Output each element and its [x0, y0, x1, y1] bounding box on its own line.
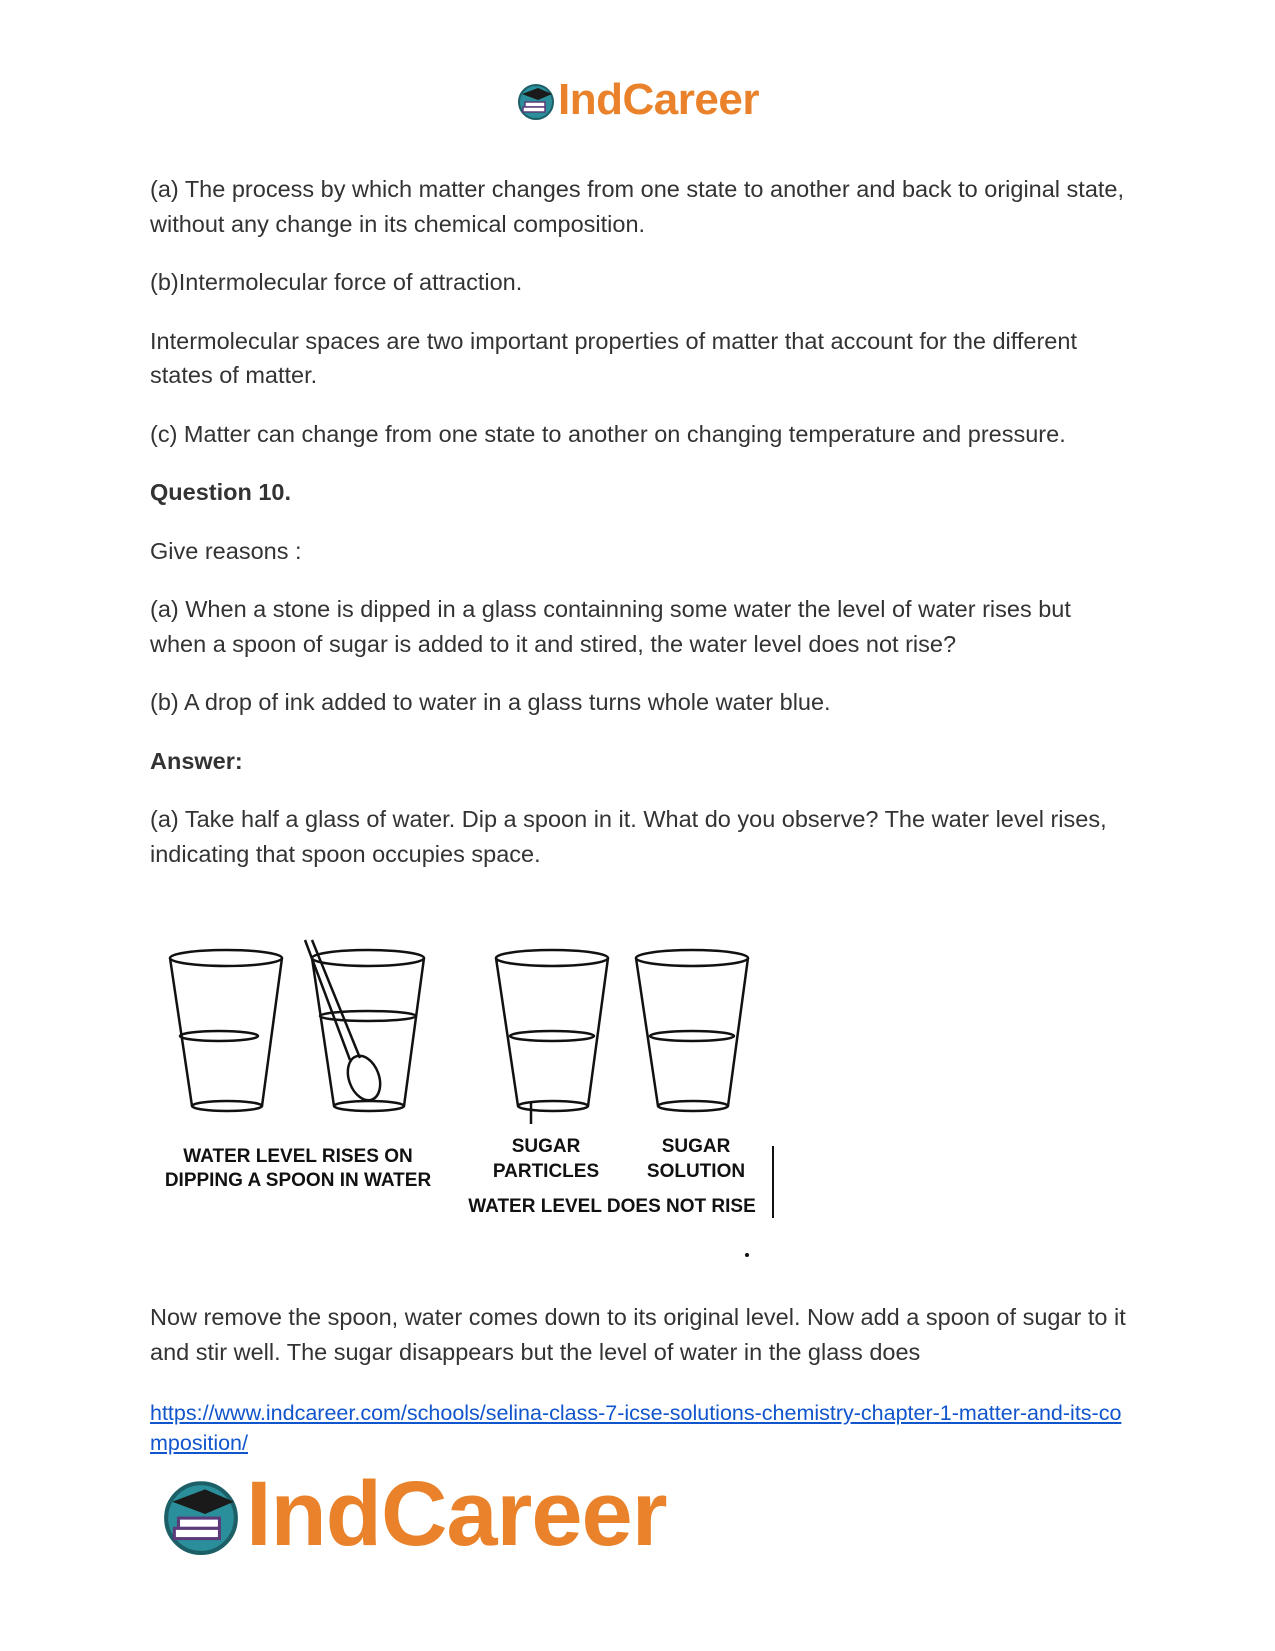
paragraph: (c) Matter can change from one state to another on changing temperature and pressure. — [150, 420, 1066, 447]
graduation-cap-globe-icon — [516, 80, 556, 120]
label-sugar-solution-line2: SOLUTION — [646, 1161, 746, 1182]
paragraph: Give reasons : — [150, 537, 302, 564]
paragraph: (a) When a stone is dipped in a glass containning some water the level of water rises but when a spoon of sugar is added to it and stired, the water level does not rise? — [150, 596, 1071, 657]
label-sugar-solution-line1: SUGAR — [661, 1136, 731, 1157]
caption-left-line2: DIPPING A SPOON IN WATER — [164, 1170, 432, 1191]
header-logo — [0, 75, 1275, 124]
glass-diagram-figure — [150, 918, 820, 1268]
paragraph: Now remove the spoon, water comes down to its original level. Now add a spoon of sugar to it and stir well. The sugar disappears but the level of water in the glass does — [150, 1304, 1126, 1365]
logo-text: IndCareer — [246, 1463, 667, 1565]
main-content — [150, 172, 1130, 895]
paragraph: Intermolecular spaces are two important properties of matter that account for the different states of matter. — [150, 327, 1077, 388]
glass-sugar-solution — [636, 950, 748, 1111]
caption-left-line1: WATER LEVEL RISES ON — [183, 1146, 413, 1167]
paragraph: (a) Take half a glass of water. Dip a spoon in it. What do you observe? The water level rises, indicating that spoon occupies space. — [150, 806, 1107, 867]
paragraph: (a) The process by which matter changes from one state to another and back to original state, without any change in its chemical composition. — [150, 176, 1125, 237]
continued-content — [150, 1300, 1130, 1369]
label-sugar-particles-line1: SUGAR — [511, 1136, 581, 1157]
paragraph: (b)Intermolecular force of attraction. — [150, 269, 523, 295]
question-heading: Question 10. — [150, 479, 292, 505]
footer-logo — [160, 1463, 667, 1565]
glass-sugar-particles — [496, 950, 608, 1124]
label-sugar-particles-line2: PARTICLES — [492, 1161, 600, 1182]
answer-heading: Answer: — [150, 747, 243, 774]
glass-with-spoon — [305, 940, 424, 1111]
graduation-cap-globe-icon — [160, 1473, 242, 1555]
paragraph: (b) A drop of ink added to water in a glass turns whole water blue. — [150, 689, 831, 715]
source-url-link[interactable]: https://www.indcareer.com/schools/selina-class-7-icse-solutions-chemistry-chapter-1-matter-and-its-composition/ — [150, 1401, 1122, 1455]
glass-half-water — [170, 950, 282, 1111]
glass-diagram — [150, 918, 820, 1268]
logo-text: IndCareer — [558, 75, 759, 124]
caption-right: WATER LEVEL DOES NOT RISE — [468, 1196, 756, 1217]
